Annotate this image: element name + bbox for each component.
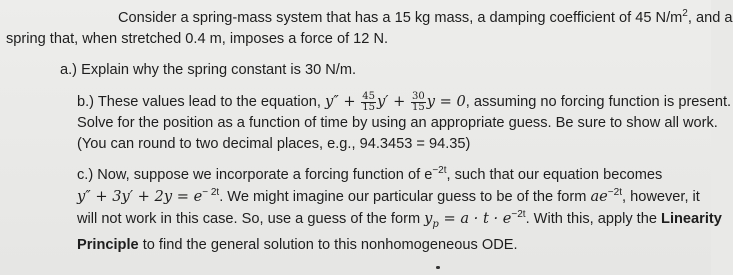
part-b xyxy=(6,90,732,155)
part-c-text-3a: will not work in this case. So, use a guess of the form xyxy=(77,211,425,227)
part-a-text: a.) Explain why the spring constant is 30 N/m. xyxy=(60,62,357,78)
part-c-sup-2: − 2t xyxy=(202,187,220,199)
part-c-sub-p: p xyxy=(432,218,439,230)
frac1-denominator: 15 xyxy=(362,101,375,113)
stray-dot xyxy=(436,266,440,269)
part-c-line-2 xyxy=(6,186,701,208)
part-c-sup-1: −2t xyxy=(432,165,447,177)
part-b-text-2: Solve for the position as a function of time by using an appropriate guess. Be sure to show all work. xyxy=(77,115,718,131)
part-c-sup-4: −2t xyxy=(511,209,526,221)
linearity-bold: Linearity xyxy=(661,211,722,227)
part-c xyxy=(6,165,722,256)
part-c-ae: ae xyxy=(590,188,608,205)
part-b-tail: , assuming no forcing function is present. xyxy=(465,94,732,110)
part-a xyxy=(6,60,701,81)
part-b-text-3: (You can round to two decimal places, e.g., 94.3453 = 94.35) xyxy=(77,136,471,152)
part-c-line-3 xyxy=(6,208,722,235)
part-c-yp: y xyxy=(424,210,433,227)
intro-text-1-end: , and a xyxy=(687,10,733,26)
part-c-line-4 xyxy=(6,235,701,256)
part-c-text-1a: c.) Now, suppose we incorporate a forcing function of e xyxy=(77,167,433,183)
part-c-equation: y″ + 3y′ + 2y = e xyxy=(77,188,203,205)
part-b-eq-y1: y′ + xyxy=(376,93,411,110)
frac2-numerator: 30 xyxy=(412,90,425,102)
intro-line-1 xyxy=(6,8,733,29)
part-b-eq-y0: y = 0 xyxy=(426,93,466,110)
part-c-text-2: . We might imagine our particular guess to be of the form xyxy=(219,189,591,205)
principle-bold: Principle xyxy=(77,236,139,253)
intro-line-2 xyxy=(6,29,701,50)
part-c-text-3b: . With this, apply the xyxy=(525,211,662,227)
fraction-45-15 xyxy=(361,92,376,113)
fraction-30-15 xyxy=(411,92,426,113)
part-b-line-3 xyxy=(6,134,701,155)
intro-superscript: 2 xyxy=(682,8,688,20)
frac1-numerator: 45 xyxy=(362,90,375,102)
part-b-line-1 xyxy=(6,90,732,113)
part-c-text-2-end: , however, it xyxy=(621,189,700,205)
part-b-line-2 xyxy=(6,113,718,134)
part-b-eq-y2: y″ + xyxy=(325,93,361,110)
part-c-text-4: to find the general solution to this nonhomogeneous ODE. xyxy=(138,236,518,253)
part-c-guess: = a · t · e xyxy=(438,210,512,227)
part-c-text-1b: , such that our equation becomes xyxy=(446,167,663,183)
frac2-denominator: 15 xyxy=(412,101,425,113)
part-c-sup-3: −2t xyxy=(607,187,622,199)
part-c-line-1 xyxy=(6,165,701,186)
intro-text-1: Consider a spring-mass system that has a 15 kg mass, a damping coefficient of 45 N/m xyxy=(118,10,683,26)
part-b-lead: b.) These values lead to the equation, xyxy=(77,94,325,110)
intro-text-2: spring that, when stretched 0.4 m, imposes a force of 12 N. xyxy=(6,31,389,47)
